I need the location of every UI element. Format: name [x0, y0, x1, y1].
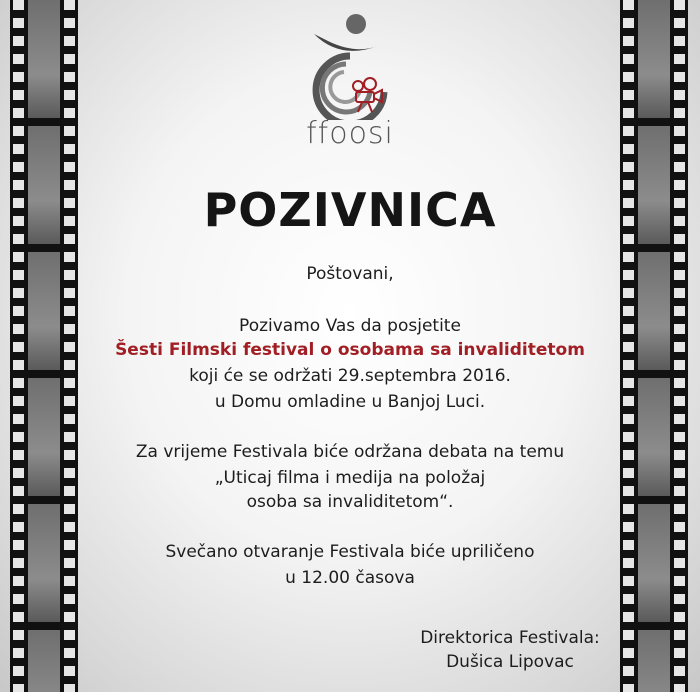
- signature-name: Dušica Lipovac: [446, 652, 574, 672]
- invite-line: Pozivamo Vas da posjetite: [239, 316, 461, 336]
- debate-topic: osoba sa invaliditetom“.: [246, 492, 454, 512]
- opening-line: Svečano otvaranje Festivala biće upriličeno: [165, 542, 535, 562]
- greeting: Poštovani,: [306, 264, 394, 284]
- debate-line: Za vrijeme Festivala biće održana debata na temu: [135, 442, 565, 462]
- festival-logo: [300, 12, 400, 150]
- invite-venue: u Domu omladine u Banjoj Luci.: [214, 392, 486, 412]
- logo-wordmark: ffoosi: [306, 116, 394, 151]
- page-title: POZIVNICA: [203, 183, 497, 237]
- festival-name: Šesti Filmski festival o osobama sa invaliditetom: [115, 340, 585, 360]
- logo-emblem-icon: [300, 12, 400, 120]
- debate-topic: „Uticaj filma i medija na položaj: [214, 468, 486, 488]
- signature-role: Direktorica Festivala:: [420, 628, 600, 648]
- invite-date: koji će se održati 29.septembra 2016.: [189, 366, 511, 386]
- opening-time: u 12.00 časova: [285, 568, 415, 588]
